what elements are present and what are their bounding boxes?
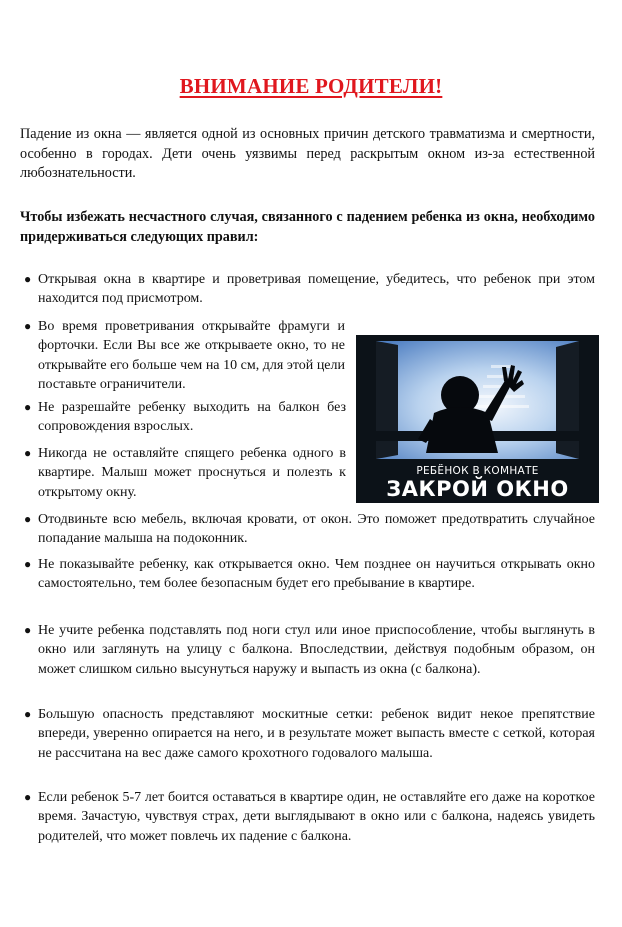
rule-item xyxy=(24,621,595,679)
rule-text: Не показывайте ребенку, как открывается окно. Чем позднее он научиться открывать окно самостоятельно, тем более безопасным будет его пребывание в квартире. xyxy=(38,557,595,592)
bullet-dot: ● xyxy=(24,319,32,333)
bullet-dot: ● xyxy=(24,790,32,804)
rule-item xyxy=(24,788,595,846)
rule-item xyxy=(24,398,346,437)
bullet-dot: ● xyxy=(24,512,32,526)
bullet-dot: ● xyxy=(24,707,32,721)
rule-item xyxy=(24,510,595,549)
rule-text: Открывая окна в квартире и проветривая помещение, убедитесь, что ребенок при этом находится под присмотром. xyxy=(38,272,595,307)
rule-item xyxy=(24,270,595,309)
bullet-dot: ● xyxy=(24,623,32,637)
bullet-dot: ● xyxy=(24,446,32,460)
rule-item xyxy=(24,444,346,502)
bullet-dot: ● xyxy=(24,272,32,286)
rules-heading: Чтобы избежать несчастного случая, связанного с падением ребенка из окна, необходимо придерживаться следующих правил: xyxy=(20,209,595,245)
rule-text: Отодвиньте всю мебель, включая кровати, от окон. Это поможет предотвратить случайное попадание малыша на подоконник. xyxy=(38,512,595,547)
poster-caption-big: ЗАКРОЙ ОКНО xyxy=(386,477,569,501)
rule-text: Никогда не оставляйте спящего ребенка одного в квартире. Малыш может проснуться и полезть к открытому окну. xyxy=(38,446,346,500)
page-title: ВНИМАНИЕ РОДИТЕЛИ! xyxy=(179,74,443,98)
rule-item xyxy=(24,555,595,594)
close-window-poster xyxy=(356,335,599,503)
bullet-dot: ● xyxy=(24,557,32,571)
rule-text-content: Во время проветривания открывайте фрамуги и форточки. Если Вы все же открываете окно, то не открывайте его больше чем на 10 см, для этой цели поставьте ограничители. xyxy=(38,319,345,392)
rule-text: Не разрешайте ребенку выходить на балкон без сопровождения взрослых. xyxy=(38,400,346,435)
poster-caption-small: РЕБЁНОК В КОМНАТЕ xyxy=(416,465,539,477)
intro-paragraph: Падение из окна — является одной из основных причин детского травматизма и смертности, особенно в городах. Дети очень уязвимы перед раскрытым окном из-за естественной любознательности. xyxy=(20,126,595,181)
rule-text: Большую опасность представляют москитные сетки: ребенок видит некое препятствие впереди, уверенно опирается на него, и в результате может выпасть вместе с сеткой, которая не рассчитана на вес даже самого крохотного годовалого малыша. xyxy=(38,707,595,761)
rule-item xyxy=(24,705,595,763)
bullet-dot: ● xyxy=(24,400,32,414)
rule-text: Не учите ребенка подставлять под ноги стул или иное приспособление, чтобы выглянуть в окно или заглянуть на улицу с балкона. Впоследствии, действуя подобным образом, он может слишком сильно высунуться наружу и выпасть из окна (с балкона). xyxy=(38,623,595,677)
rule-text: Если ребенок 5-7 лет боится оставаться в квартире один, не оставляйте его даже на короткое время. Зачастую, чувствуя страх, дети выглядывают в окно или с балкона, надеясь увидеть родителей, что может повлечь их падение с балкона. xyxy=(38,790,595,844)
